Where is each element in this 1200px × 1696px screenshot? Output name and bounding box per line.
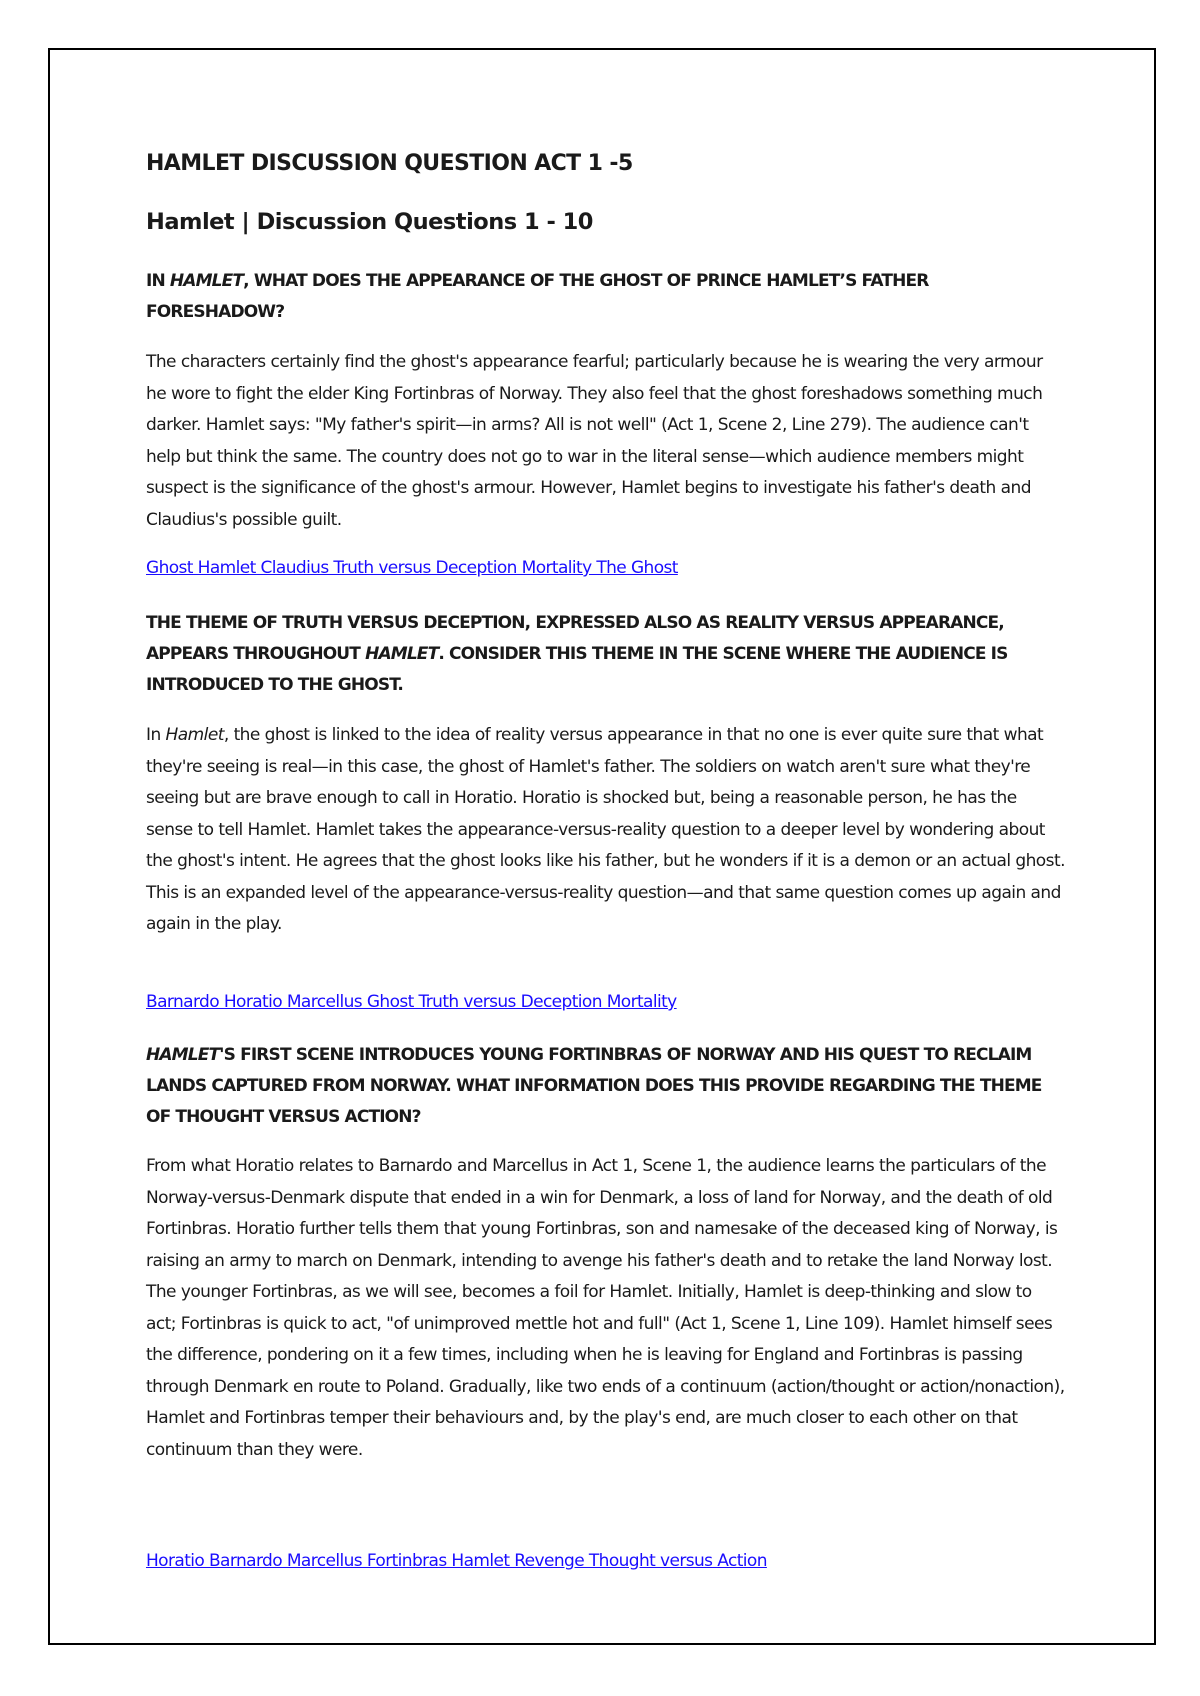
tag-links <box>146 554 678 582</box>
question-title-italic: HAMLET <box>169 271 244 291</box>
tag-link[interactable]: Horatio Barnardo Marcellus Fortinbras Hamlet Revenge Thought versus Action <box>146 1551 767 1571</box>
answer-text: , the ghost is linked to the idea of reality versus appearance in that no one is ever quite sure that what they're seeing is real—in this case, the ghost of Hamlet's father. The soldiers on watch aren't sure what they're seeing but are brave enough to call in Horatio. Horatio is shocked but, being a reasonable person, he has the sense to tell Hamlet. Hamlet takes the appearance-versus-reality question to a deeper level by wondering about the ghost's intent. He agrees that the ghost looks like his father, but he wonders if it is a demon or an actual ghost. This is an expanded level of the appearance-versus-reality question—and that same question comes up again and again in the play. <box>146 725 1065 934</box>
question-text: THE THEME OF TRUTH VERSUS DECEPTION, EXPRESSED ALSO AS REALITY VERSUS APPEARANCE, APPEARS THROUGHOUT <box>146 613 1004 664</box>
question-text: 'S FIRST SCENE INTRODUCES YOUNG FORTINBRAS OF NORWAY AND HIS QUEST TO RECLAIM LANDS CAPTURED FROM NORWAY. WHAT INFORMATION DOES THIS PROVIDE REGARDING THE THEME OF THOUGHT VERSUS ACTION? <box>146 1045 1042 1127</box>
answer-text: The characters certainly find the ghost's appearance fearful; particularly because he is wearing the very armour he wore to fight the elder King Fortinbras of Norway. They also feel that the ghost foreshadows something much darker. Hamlet says: "My father's spirit—in arms? All is not well" (Act 1, Scene 2, Line 279). The audience can't help but think the same. The country does not go to war in the literal sense—which audience members might suspect is the significance of the ghost's armour. However, Hamlet begins to investigate his father's death and Claudius's possible guilt. <box>146 352 1043 530</box>
question-heading <box>146 266 1066 328</box>
document-subtitle: Hamlet | Discussion Questions 1 - 10 <box>146 209 593 235</box>
tag-links <box>146 988 677 1016</box>
document-title: HAMLET DISCUSSION QUESTION ACT 1 -5 <box>146 151 633 176</box>
answer-text: In <box>146 725 166 745</box>
question-title-italic: HAMLET <box>365 644 439 664</box>
question-text: , WHAT DOES THE APPEARANCE OF THE GHOST OF PRINCE HAMLET’S FATHER FORESHADOW? <box>146 271 929 322</box>
tag-link[interactable]: Ghost Hamlet Claudius Truth versus Deception Mortality The Ghost <box>146 558 678 578</box>
question-heading <box>146 608 1066 701</box>
answer-title-italic: Hamlet <box>165 725 224 745</box>
question-text: IN <box>146 271 170 291</box>
answer-text: From what Horatio relates to Barnardo and Marcellus in Act 1, Scene 1, the audience learns the particulars of the Norway-versus-Denmark dispute that ended in a win for Denmark, a loss of land for Norway, and the death of old Fortinbras. Horatio further tells them that young Fortinbras, son and namesake of the deceased king of Norway, is raising an army to march on Denmark, intending to avenge his father's death and to retake the land Norway lost. The younger Fortinbras, as we will see, becomes a foil for Hamlet. Initially, Hamlet is deep-thinking and slow to act; Fortinbras is quick to act, "of unimproved mettle hot and full" (Act 1, Scene 1, Line 109). Hamlet himself sees the difference, pondering on it a few times, including when he is leaving for England and Fortinbras is passing through Denmark en route to Poland. Gradually, like two ends of a continuum (action/thought or action/nonaction), Hamlet and Fortinbras temper their behaviours and, by the play's end, are much closer to each other on that continuum than they were. <box>146 1156 1065 1460</box>
answer-paragraph <box>146 720 1066 941</box>
question-text: . CONSIDER THIS THEME IN THE SCENE WHERE THE AUDIENCE IS INTRODUCED TO THE GHOST. <box>146 644 1008 695</box>
tag-links <box>146 1547 767 1575</box>
question-heading <box>146 1040 1066 1133</box>
tag-link[interactable]: Barnardo Horatio Marcellus Ghost Truth versus Deception Mortality <box>146 992 677 1012</box>
question-title-italic: HAMLET <box>146 1045 220 1065</box>
answer-paragraph <box>146 1151 1066 1466</box>
document-content <box>146 150 1066 1571</box>
answer-paragraph <box>146 347 1066 536</box>
